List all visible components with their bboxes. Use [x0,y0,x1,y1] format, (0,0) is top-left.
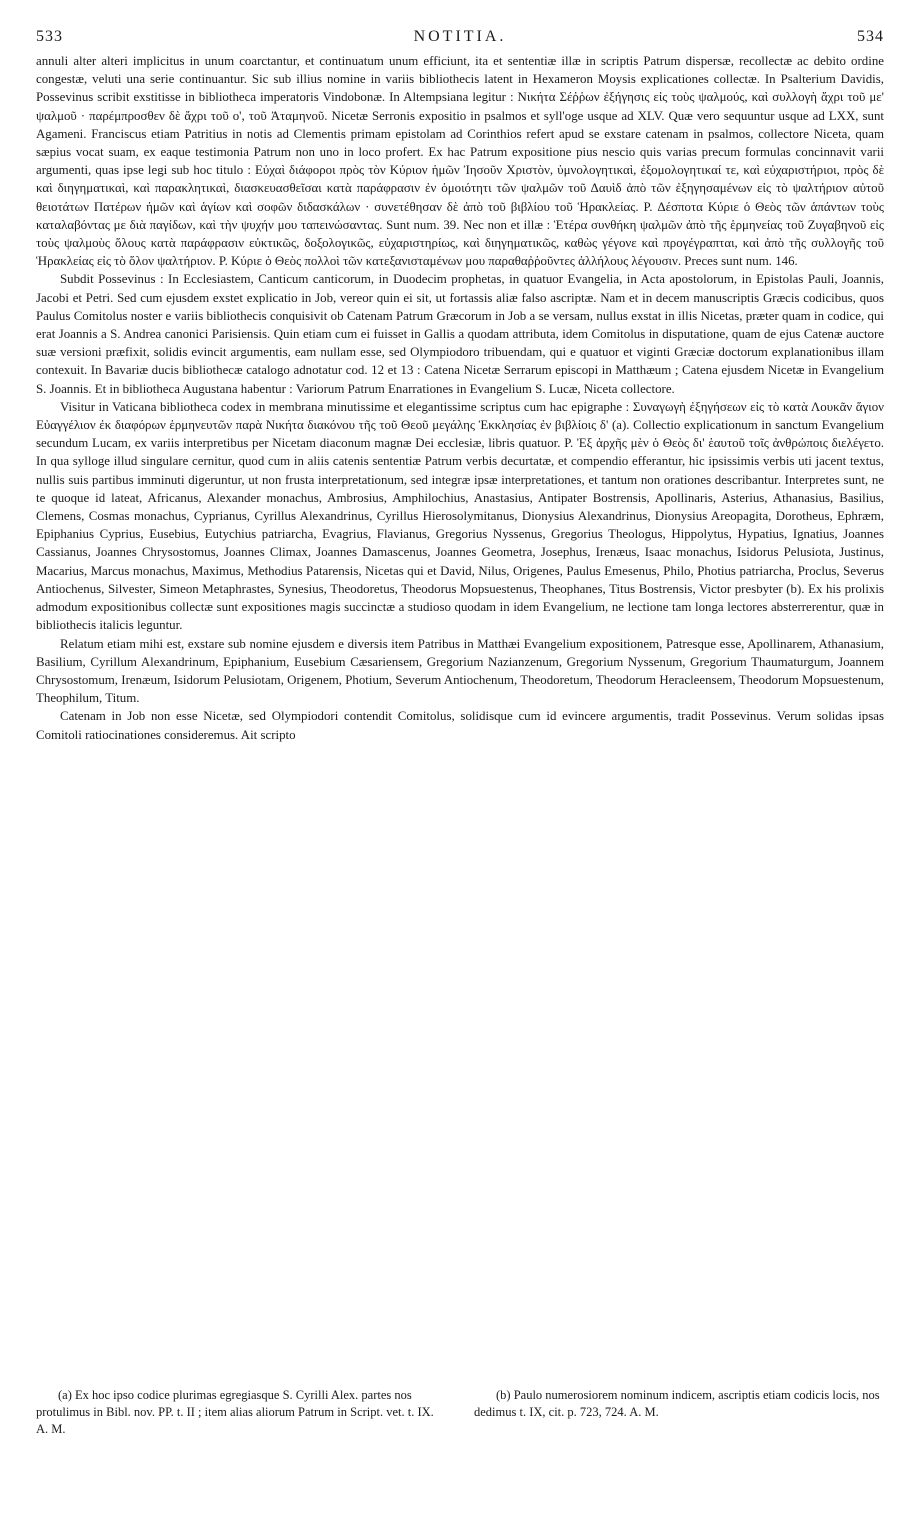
paragraph: Subdit Possevinus : In Ecclesiastem, Canticum canticorum, in Duodecim prophetas, in quatuor Evangelia, in Acta apostolorum, in Epistolas Pauli, Joannis, Jacobi et Petri. Sed cum ejusdem exstet explicatio in Job, vereor quin ei sit, ut fortassis aliæ falso ascriptæ. Nam et in decem manuscriptis Græcis codicibus, quos Paulus Comitolus noster e variis bibliothecis conquisivit ob Catenam Patrum Græcorum in Job a se versam, nullus exstat in illis Nicetas, præter quam in codice, qui erat Joannis a S. Andrea canonici Parisiensis. Quin etiam cum ei fuisset in Gallis a quodam attributa, idem Comitolus in disputatione, quam de ejus Catenæ auctore suæ versioni præfixit, solidis evincit argumentis, eam nullam esse, sed Olympiodoro tribuendam, qui e quatuor et viginti Græciæ doctorum explanationibus illam contexuit. In Bavariæ ducis bibliothecæ catalogo adnotatur cod. 12 et 13 : Catena Nicetæ Serrarum episcopi in Matthæum ; Catena ejusdem Nicetæ in Evangelium S. Joannis. Et in bibliotheca Augustana habentur : Variorum Patrum Enarrationes in Evangelium S. Lucæ, Niceta collectore. [36,272,884,396]
paragraph: annuli alter alteri implicitus in unum coarctantur, et continuatum unum efficiunt, ita et sententiæ illæ in scriptis Patrum dispersæ, recollectæ ac debito ordine congestæ, veluti una serie continuantur. Sic sub illius nomine in variis bibliothecis latent in Hexameron Moysis explicationes collectæ. In Psalterium Davidis, Possevinus scribit exstitisse in bibliotheca imperatoris Vindobonæ. In Altempsiana legitur : Νικήτα Σέῤῥων ἐξήγησις εἰς τοὺς ψαλμούς, καὶ συλλογὴ ἄχρι τοῦ με' ψαλμοῦ · παρέμπροσθεν δὲ ἄχρι τοῦ ο', τοῦ Ἀταμηνοῦ. Nicetæ Serronis expositio in psalmos et syll'oge usque ad XLV. Quæ vero sequuntur usque ad LXX, sunt Agameni. Franciscus etiam Patritius in notis ad Clementis primam epistolam ad Corinthios refert apud se exstare catenam in psalmos, collectore Niceta, quam sæpius vocat suam, ex eaque testimonia Patrum non uno in loco profert. Ex hac Patrum expositione pius nescio quis varias precum formulas concinnavit varii argumenti, quas ipse legi sub hoc titulo : Εὐχαὶ διάφοροι πρὸς τὸν Κύριον ἡμῶν Ἰησοῦν Χριστὸν, ὑμνολογητικαὶ, ἐξομολογητικαί τε, καὶ εὐχαριστήριοι, πρὸς δὲ καὶ διηγηματικαὶ, καὶ παρακλητικαὶ, διασκευασθεῖσαι κατὰ παράφρασιν ἐν ὁμοιότητι τῶν ψαλμῶν τοῦ Δαυὶδ ἀπὸ τῶν ἐξηγησαμένων εἰς τὸ ψαλτήριον αὐτοῦ θειοτάτων Πατέρων ἡμῶν καὶ ἁγίων καὶ σοφῶν διδασκάλων · συνετέθησαν δὲ ἀπὸ τοῦ βιβλίου τοῦ Ἡρακλείας. P. Δέσποτα Κύριε ὁ Θεὸς τῶν ἁπάντων τοὺς καταλαβόντας με διὰ παγίδων, καὶ τὴν ψυχήν μου ταπεινώσαντας. Sunt num. 39. Nec non et illæ : Ἑτέρα συνθήκη ψαλμῶν ἀπὸ τῆς ἑρμηνείας τοῦ Ζυγαβηνοῦ εἰς τοὺς ψαλμοὺς ὅλους κατὰ παράφρασιν εὐκτικῶς, δοξολογικῶς, εὐχαριστηρίως, καὶ διηγηματικῶς, καθὼς γέγονε καὶ προγέγραπται, καὶ ἀπὸ τῆς συλλογῆς τοῦ Ἡρακλείας εἰς τὸ ὅλον ψαλτήριον. P. Κύριε ὁ Θεὸς πολλοὶ τῶν κατεξανισταμένων μου παραθαῤῥοῦντες ἀλλήλους λέγουσιν. Preces sunt num. 146. [36,54,884,269]
right-page-number: 534 [857,28,884,45]
paragraph: Visitur in Vaticana bibliotheca codex in membrana minutissime et elegantissime scriptus cum hac epigraphe : Συναγωγὴ ἐξηγήσεων εἰς τὸ κατὰ Λουκᾶν ἅγιον Εὐαγγέλιον ἐκ διαφόρων ἑρμηνευτῶν παρὰ Νικήτα διακόνου τῆς τοῦ Θεοῦ μεγάλης Ἐκκλησίας ἐν βιβλίοις δ' (a). Collectio explicationum in sanctum Evangelium secundum Lucam, ex variis interpretibus per Nicetam diaconum magnæ Dei ecclesiæ, libris quatuor. P. Ἐξ ἀρχῆς μὲν ὁ Θεὸς δι' ἑαυτοῦ τοῖς ἀνθρώποις διελέγετο. In qua sylloge illud singulare cernitur, quod cum in aliis catenis sententiæ Patrum verbis decurtatæ, et compendio efferantur, hic ipsissimis verbis uti jacent textus, nullis suis partibus imminuti digeruntur, ut non frusta interpretationum, sed integræ ipsæ interpretationes, et tantum non orationes describantur. Interpretes sunt, ne te quoque id lateat, Africanus, Alexander monachus, Ambrosius, Amphilochius, Anastasius, Antipater Bostrensis, Apollinaris, Asterius, Athanasius, Basilius, Clemens, Cosmas monachus, Cyprianus, Cyrillus Alexandrinus, Cyrillus Hierosolymitanus, Dionysius Alexandrinus, Dionysius Areopagita, Dorotheus, Ephræm, Epiphanius Cyprius, Eusebius, Eutychius patriarcha, Evagrius, Flavianus, Gregorius Nyssenus, Gregorius Theologus, Hippolytus, Hypatius, Ignatius, Joannes Cassianus, Joannes Chrysostomus, Joannes Climax, Joannes Damascenus, Joannes Geometra, Josephus, Irenæus, Isaac monachus, Isidorus Pelusiota, Justinus, Macarius, Marcus monachus, Maximus, Methodius Patarensis, Nicetas qui et David, Nilus, Origenes, Paulus Emesenus, Philo, Photius patriarcha, Proclus, Severus Antiochenus, Silvester, Simeon Metaphrastes, Synesius, Theodoretus, Theodorus Mopsuestenus, Theophanes, Titus Bostrensis, Victor presbyter (b). Ex his prolixis admodum expositionibus collectæ sunt expositiones magis succinctæ a studioso quodam in idem Evangelium, ne lectione tam longa lectores absterrerentur, quæ in bibliothecis italicis leguntur. [36,399,884,633]
footnote-b: (b) Paulo numerosiorem nominum indicem, ascriptis etiam codicis locis, nos dedimus t. IX, cit. p. 723, 724. A. M. [474,1388,880,1419]
footnotes [36,1387,884,1438]
running-header [36,28,884,46]
main-text [36,52,884,744]
running-title: NOTITIA. [413,28,507,45]
paragraph: Catenam in Job non esse Nicetæ, sed Olympiodori contendit Comitolus, solidisque cum id evincere argumentis, tradit Possevinus. Verum solidas ipsas Comitoli ratiocinationes consideremus. Ait scripto [36,709,884,742]
footnote-a: (a) Ex hoc ipso codice plurimas egregiasque S. Cyrilli Alex. partes nos protulimus in Bibl. nov. PP. t. II ; item alias aliorum Patrum in Script. vet. t. IX. A. M. [36,1388,434,1436]
paragraph: Relatum etiam mihi est, exstare sub nomine ejusdem e diversis item Patribus in Matthæi Evangelium expositionem, Patresque esse, Apollinarem, Athanasium, Basilium, Cyrillum Alexandrinum, Epiphanium, Eusebium Cæsariensem, Gregorium Nazianzenum, Gregorium Nyssenum, Gregorium Thaumaturgum, Joannem Chrysostomum, Irenæum, Isidorum Pelusiotam, Origenem, Photium, Severum Antiochenum, Theodoretum, Theodorum Heracleensem, Theodorum Mopsuestenum, Theophilum, Titum. [36,636,884,706]
left-page-number: 533 [36,28,63,45]
